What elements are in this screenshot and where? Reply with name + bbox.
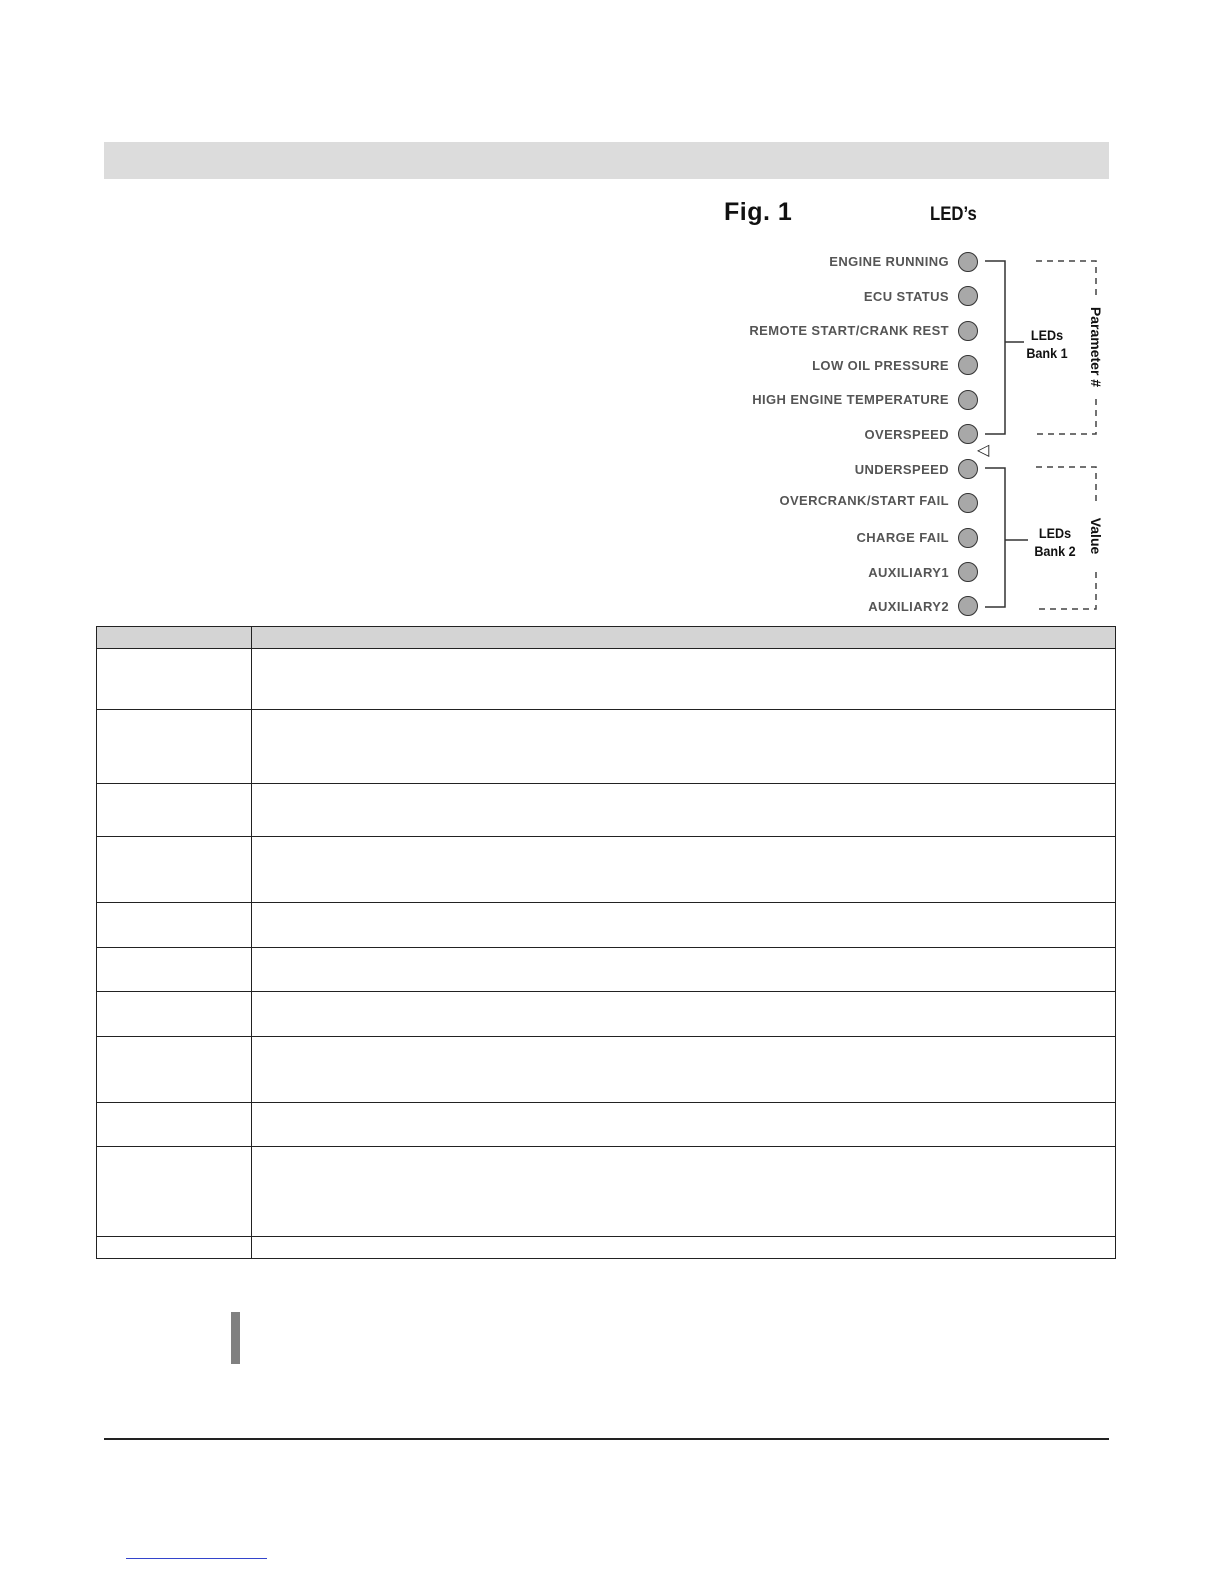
led-description-table: [96, 626, 1116, 1259]
pointer-arrow-icon: ◁: [977, 442, 990, 459]
footer-divider: [104, 1438, 1109, 1440]
footer-link-underline[interactable]: [126, 1558, 267, 1559]
table-cell: [252, 1103, 1116, 1147]
table-row: [97, 992, 1116, 1037]
bank2-label: [1031, 524, 1080, 560]
table-cell: [97, 992, 252, 1037]
table-row: [97, 948, 1116, 992]
table-cell: [97, 710, 252, 784]
led-label-overspeed: OVERSPEED: [864, 427, 949, 442]
table-cell: [97, 948, 252, 992]
bank1-bracket: [985, 261, 1005, 434]
table-cell: [252, 1147, 1116, 1237]
bank2-label-line2: Bank 2: [1034, 543, 1076, 559]
table-header-cell: [252, 627, 1116, 649]
table-cell: [97, 1103, 252, 1147]
led-label-auxiliary2: AUXILIARY2: [868, 599, 949, 614]
bank1-label-line2: Bank 1: [1026, 345, 1068, 361]
led-label-ecu-status: ECU STATUS: [863, 289, 949, 304]
led-label-auxiliary1: AUXILIARY1: [868, 565, 949, 580]
table-row: [97, 903, 1116, 948]
table-cell: [252, 1237, 1116, 1259]
bank2-bracket: [985, 468, 1005, 607]
table-row: [97, 710, 1116, 784]
bank1-label-line1: LEDs: [1030, 327, 1064, 343]
table-cell: [97, 1147, 252, 1237]
table-cell: [252, 649, 1116, 710]
table-row: [97, 837, 1116, 903]
table-cell: [252, 992, 1116, 1037]
table-row: [97, 784, 1116, 837]
table-cell: [252, 837, 1116, 903]
table-header-cell: [97, 627, 252, 649]
led-label-low-oil-pressure: LOW OIL PRESSURE: [812, 358, 949, 373]
table-cell: [97, 649, 252, 710]
figure-title: Fig. 1: [724, 198, 793, 226]
table-cell: [252, 710, 1116, 784]
table-row: [97, 1037, 1116, 1103]
led-label-overcrank-start-fail: OVERCRANK/START FAIL: [779, 493, 949, 508]
table-cell: [252, 903, 1116, 948]
note-marker-bar: [231, 1312, 240, 1364]
table-header-row: [97, 627, 1116, 649]
table-cell: [97, 903, 252, 948]
bank2-label-line1: LEDs: [1038, 525, 1072, 541]
table-row: [97, 649, 1116, 710]
leds-heading: LED’s: [930, 204, 977, 225]
table-cell: [97, 784, 252, 837]
table-row: [97, 1237, 1116, 1259]
led-label-high-engine-temperature: HIGH ENGINE TEMPERATURE: [752, 392, 949, 407]
bank1-label: [1023, 326, 1072, 362]
led-label-underspeed: UNDERSPEED: [854, 462, 949, 477]
value-side-label: Value: [1088, 504, 1104, 568]
table-row: [97, 1147, 1116, 1237]
table-cell: [97, 1237, 252, 1259]
led-label-charge-fail: CHARGE FAIL: [856, 530, 949, 545]
parameter-side-label: Parameter #: [1088, 295, 1104, 399]
led-label-remote-start: REMOTE START/CRANK REST: [749, 323, 949, 338]
led-label-engine-running: ENGINE RUNNING: [829, 254, 949, 269]
table-cell: [97, 1037, 252, 1103]
table-cell: [252, 948, 1116, 992]
table-cell: [97, 837, 252, 903]
table-cell: [252, 1037, 1116, 1103]
table-row: [97, 1103, 1116, 1147]
table-cell: [252, 784, 1116, 837]
